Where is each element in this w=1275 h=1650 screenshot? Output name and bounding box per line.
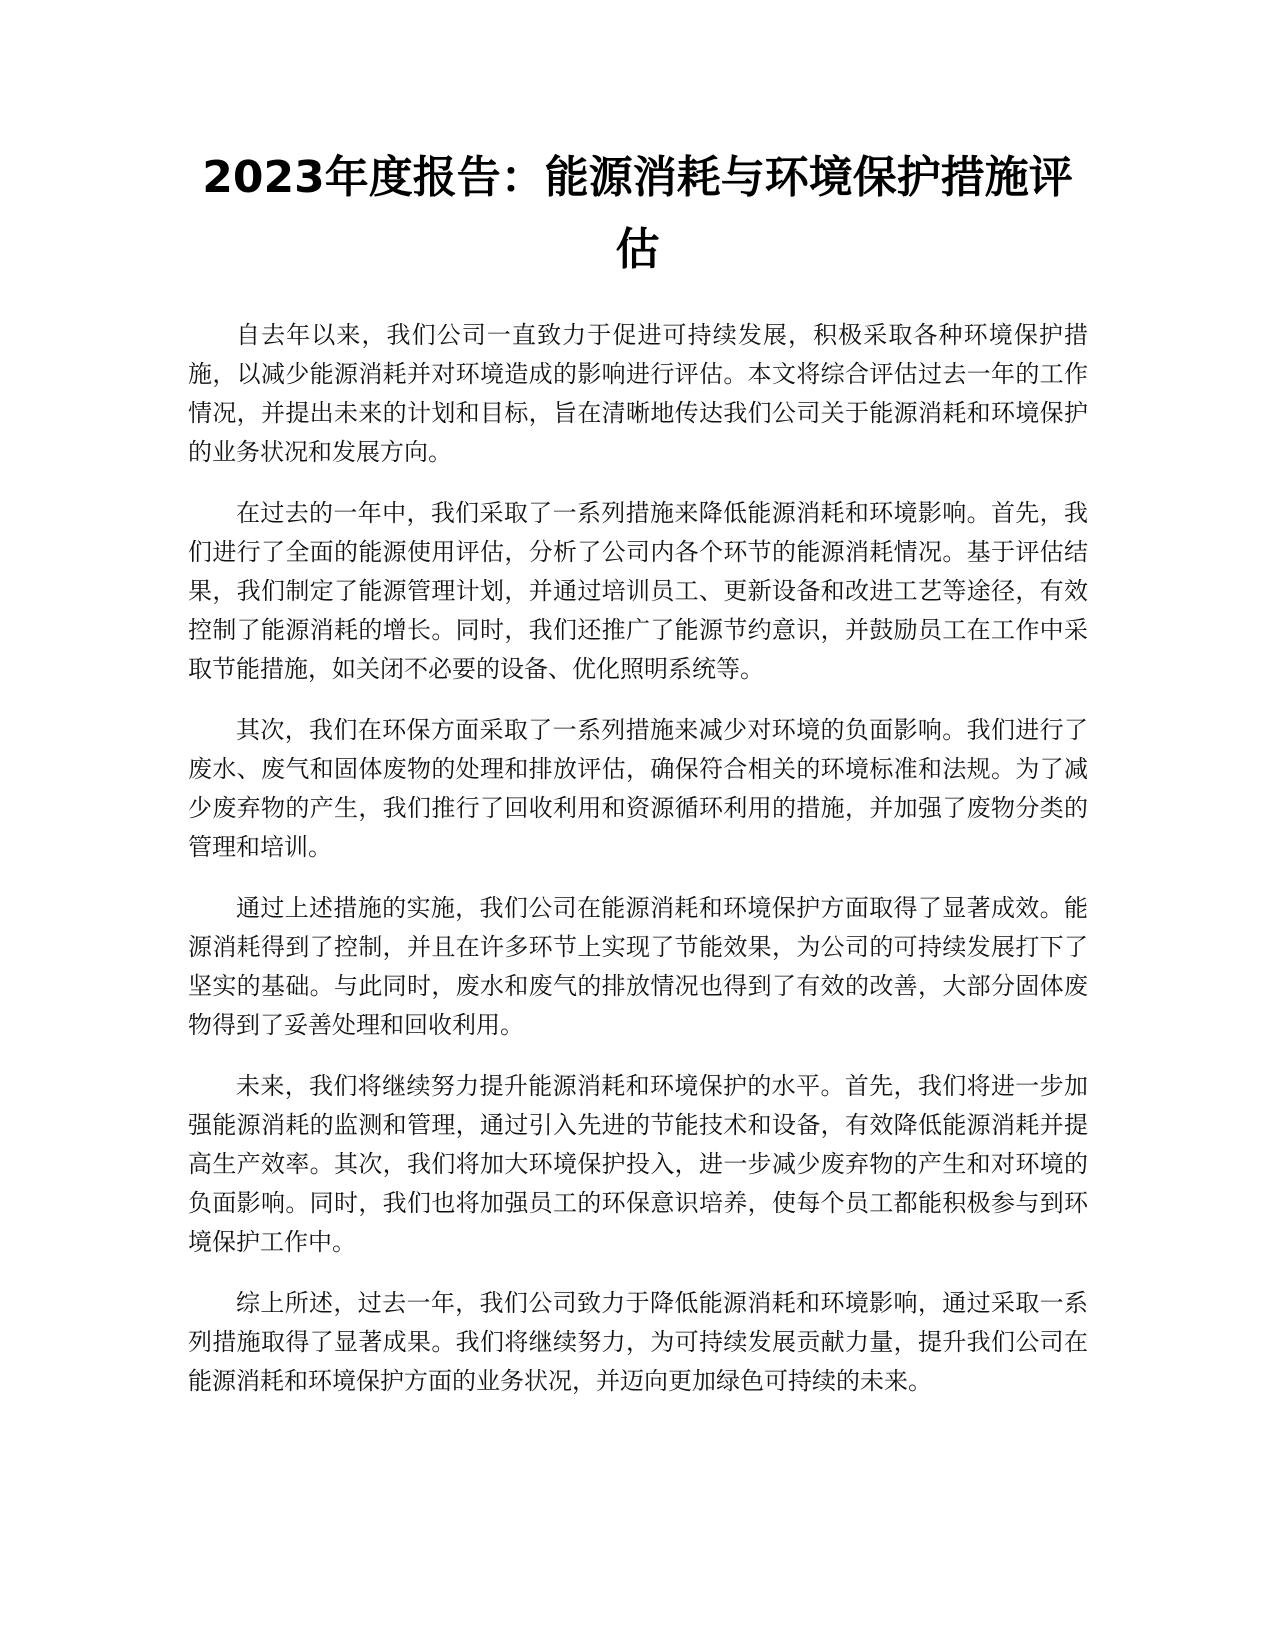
paragraph-future-plans: 未来，我们将继续努力提升能源消耗和环境保护的水平。首先，我们将进一步加强能源消耗的监测和管理，通过引入先进的节能技术和设备，有效降低能源消耗并提高生产效率。其次，我们将加大环境保护投入，进一步减少废弃物的产生和对环境的负面影响。同时，我们也将加强员工的环保意识培养，使每个员工都能积极参与到环境保护工作中。 [188, 1072, 1088, 1256]
document-body [188, 316, 1088, 1423]
paragraph-energy-measures: 在过去的一年中，我们采取了一系列措施来降低能源消耗和环境影响。首先，我们进行了全面的能源使用评估，分析了公司内各个环节的能源消耗情况。基于评估结果，我们制定了能源管理计划，并通过培训员工、更新设备和改进工艺等途径，有效控制了能源消耗的增长。同时，我们还推广了能源节约意识，并鼓励员工在工作中采取节能措施，如关闭不必要的设备、优化照明系统等。 [188, 499, 1088, 683]
paragraph-conclusion: 综上所述，过去一年，我们公司致力于降低能源消耗和环境影响，通过采取一系列措施取得了显著成果。我们将继续努力，为可持续发展贡献力量，提升我们公司在能源消耗和环境保护方面的业务状况，并迈向更加绿色可持续的未来。 [188, 1289, 1088, 1395]
paragraph-intro: 自去年以来，我们公司一直致力于促进可持续发展，积极采取各种环境保护措施，以减少能源消耗并对环境造成的影响进行评估。本文将综合评估过去一年的工作情况，并提出未来的计划和目标，旨在清晰地传达我们公司关于能源消耗和环境保护的业务状况和发展方向。 [188, 321, 1088, 466]
paragraph-environment-measures: 其次，我们在环保方面采取了一系列措施来减少对环境的负面影响。我们进行了废水、废气和固体废物的处理和排放评估，确保符合相关的环境标准和法规。为了减少废弃物的产生，我们推行了回收利用和资源循环利用的措施，并加强了废物分类的管理和培训。 [188, 716, 1088, 861]
paragraph-results: 通过上述措施的实施，我们公司在能源消耗和环境保护方面取得了显著成效。能源消耗得到了控制，并且在许多环节上实现了节能效果，为公司的可持续发展打下了坚实的基础。与此同时，废水和废气的排放情况也得到了有效的改善，大部分固体废物得到了妥善处理和回收利用。 [188, 894, 1088, 1039]
document-title: 2023年度报告：能源消耗与环境保护措施评估 [202, 152, 1073, 275]
